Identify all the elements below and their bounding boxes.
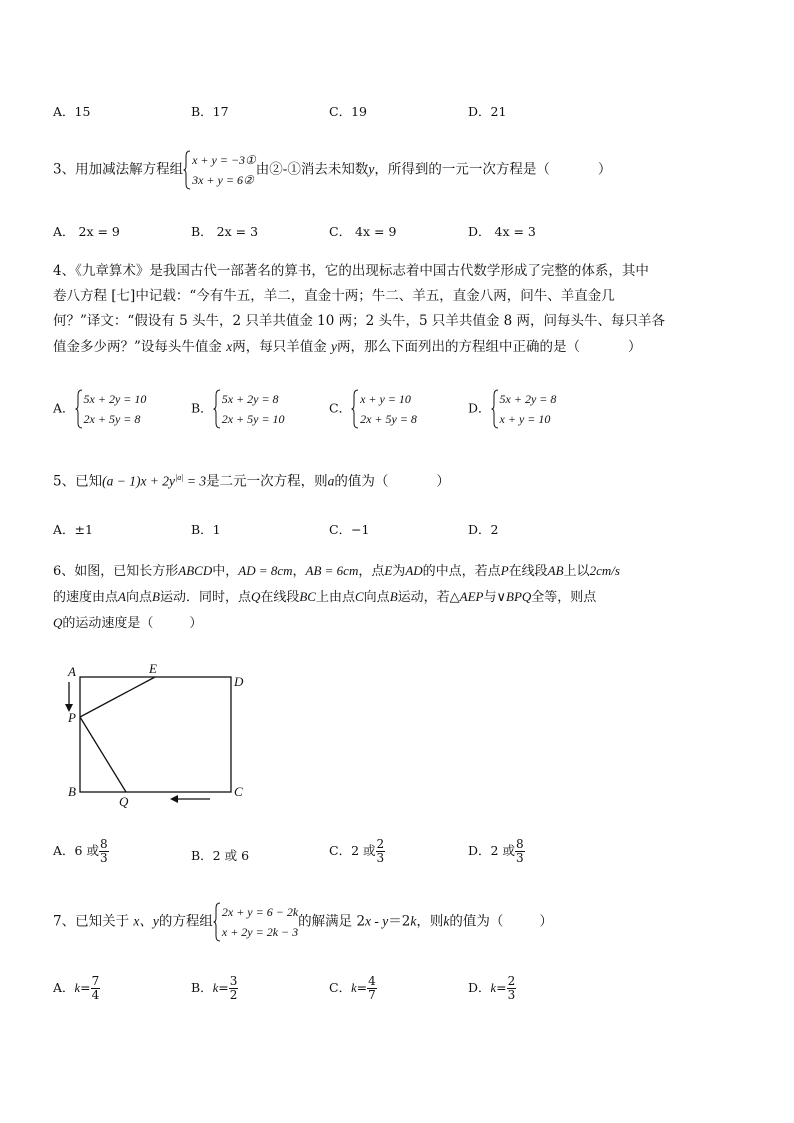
q4-var-y: y <box>331 339 337 354</box>
q3-system <box>183 150 256 190</box>
label-b: B <box>68 784 76 799</box>
q3-var: y <box>368 161 375 177</box>
q7-option-a: A．k= $\frac{7}{4}$ <box>53 974 100 1002</box>
q5-expr2: = 3 <box>183 473 207 489</box>
q5-prefix: 5、已知 <box>53 473 103 490</box>
q5-option-d: D．2 <box>468 522 499 537</box>
q6-figure <box>60 660 260 810</box>
segment-pq <box>80 717 126 792</box>
q7-option-d: D．k= $\frac{2}{3}$ <box>468 974 516 1002</box>
q2-option-b: B．17 <box>191 104 229 119</box>
q5-suffix: 是二元一次方程，则 <box>206 473 328 490</box>
q4-line1: 4、《九章算术》是我国古代一部著名的算书，它的出现标志着中国古代数学形成了完整的体系，其中 <box>53 263 649 279</box>
q5-var: a <box>327 473 335 489</box>
q6-line2: 的速度由点A向点B运动．同时，点Q在线段BC上由点C向点B运动，若△AEP与∨BPQ全等，则点 <box>53 589 597 605</box>
q2-option-d: D．21 <box>468 104 507 119</box>
question-4 <box>53 259 665 360</box>
label-p: P <box>68 710 76 725</box>
q6-option-d: D．2 或 $\frac{8}{3}$ <box>468 837 524 865</box>
q3-suffix2: ，所得到的一元一次方程是（ <box>374 161 550 178</box>
label-a: A <box>68 664 76 679</box>
q4-var-x: x <box>226 339 233 354</box>
q4-line3: 何？”译文：“假设有 5 头牛，2 只羊共值金 10 两；2 头牛，5 只羊共值金 8 两，问每头牛、每只羊各 <box>53 313 666 329</box>
question-6 <box>53 558 620 636</box>
segment-pe <box>80 677 155 717</box>
q4-option-b: B． 5x + 2y = 8 2x + 5y = 10 <box>191 392 285 426</box>
q3-option-c: C． 4x = 9 <box>329 224 397 239</box>
q3-prefix: 3、用加减法解方程组 <box>53 161 184 178</box>
q5-close: ） <box>436 473 450 490</box>
q3-suffix: 由②-①消去未知数 <box>255 161 369 178</box>
q7-system: 2x + y = 6 − 2k x + 2y = 2k − 3 <box>213 902 298 942</box>
q4-close: ） <box>628 339 642 355</box>
q7-option-b: B．k= $\frac{3}{2}$ <box>191 974 238 1002</box>
question-5 <box>53 465 450 495</box>
q6-option-a: A．6 或 $\frac{8}{3}$ <box>53 837 108 865</box>
q6-option-c: C．2 或 $\frac{2}{3}$ <box>329 837 385 865</box>
q6-option-b: B．2 或 6 <box>191 848 250 863</box>
q3-option-d: D． 4x = 3 <box>468 224 536 239</box>
q5-option-a: A．±1 <box>53 522 93 537</box>
q3-eq2: 3x + y = 6② <box>192 173 254 187</box>
q4-line2: 卷八方程 [七]中记载：“今有牛五，羊二，直金十两；牛二、羊五，直金八两，问牛、羊直金几 <box>53 288 615 304</box>
q2-option-c: C．19 <box>329 104 367 119</box>
q7-option-c: C．k= $\frac{4}{7}$ <box>329 974 376 1002</box>
q4-option-a: A． 5x + 2y = 10 2x + 5y = 8 <box>53 392 147 426</box>
q4-line4 <box>53 334 665 360</box>
q4-line4b: 两，每只羊值金 <box>232 339 327 355</box>
rect-abcd <box>80 677 231 792</box>
q4-line4a: 值金多少两？”设每头牛值金 <box>53 339 222 355</box>
q6-line3: Q的运动速度是（ ） <box>53 615 203 631</box>
label-e: E <box>149 661 157 676</box>
q5-sup: |a| <box>175 473 184 482</box>
question-3 <box>53 150 611 190</box>
q5-expr: (a − 1)x + 2y <box>102 473 176 489</box>
q4-option-d: D． 5x + 2y = 8 x + y = 10 <box>468 392 557 426</box>
q3-eq1: x + y = −3① <box>192 153 256 167</box>
q2-option-a: A．15 <box>53 104 91 119</box>
q6-line1: 6、如图，已知长方形ABCD中，AD = 8cm，AB = 6cm，点E为AD的中点，若点P在线段AB上以2cm/s <box>53 563 620 579</box>
q4-option-c: C． x + y = 10 2x + 5y = 8 <box>329 392 417 426</box>
q5-option-b: B．1 <box>191 522 221 537</box>
question-7: 7、已知关于 x、y的方程组 2x + y = 6 − 2k x + 2y = 2k − 3 的解满足 2x - y＝2k，则k的值为（ ） <box>53 902 553 942</box>
q3-option-b: B． 2x = 3 <box>191 224 259 239</box>
label-d: D <box>234 674 244 689</box>
q3-close: ） <box>597 161 612 178</box>
label-c: C <box>234 784 243 799</box>
q3-option-a: A． 2x = 9 <box>53 224 120 239</box>
arrow-left-head <box>170 795 178 803</box>
label-q: Q <box>119 794 129 809</box>
q5-option-c: C．−1 <box>329 522 370 537</box>
q4-line4c: 两，那么下面列出的方程组中正确的是（ <box>337 339 580 355</box>
q5-suffix2: 的值为（ <box>334 473 389 490</box>
